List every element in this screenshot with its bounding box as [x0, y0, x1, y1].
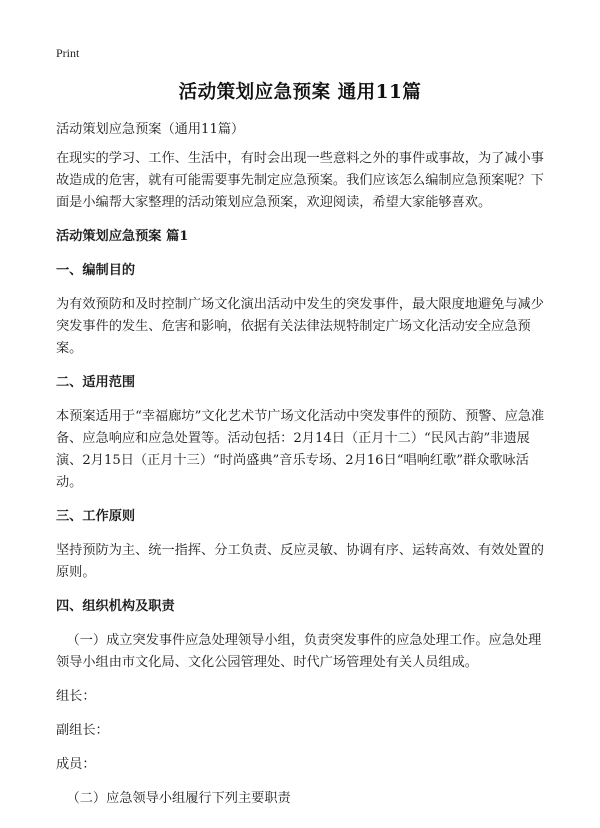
members-label: 成员： [56, 757, 96, 772]
document-subtitle: 活动策划应急预案（通用11篇） [56, 122, 245, 137]
heading-organization: 四、组织机构及职责 [56, 599, 175, 614]
vice-leader-label: 副组长： [56, 723, 109, 738]
paragraph-organization: （一）成立突发事件应急处理领导小组，负责突发事件的应急处理工作。应急处理领导小组由市文化局、文化公园管理处、时代广场管理处有关人员组成。 [56, 633, 542, 670]
heading-scope: 二、适用范围 [56, 375, 136, 390]
paragraph-duties: （二）应急领导小组履行下列主要职责 [66, 791, 291, 806]
intro-paragraph: 在现实的学习、工作、生活中，有时会出现一些意料之外的事件或事故，为了减小事故造成的危害，就有可能需要事先制定应急预案。我们应该怎么编制应急预案呢？下面是小编帮大家整理的活动策划应急预案，欢迎阅读，希望大家能够喜欢。 [56, 151, 544, 210]
paragraph-scope: 本预案适用于“幸福廊坊”文化艺术节广场文化活动中突发事件的预防、预警、应急准备、应急响应和应急处置等。活动包括：2月14日（正月十二）“民风古韵”非遗展演、2月15日（正月十三）“时尚盛典”音乐专场、2月16日“唱响红歌”群众歌咏活动。 [56, 409, 545, 490]
print-label: Print [56, 46, 80, 60]
heading-principles: 三、工作原则 [56, 509, 136, 524]
section-title: 活动策划应急预案 篇1 [56, 229, 189, 244]
document-body [56, 119, 552, 822]
page-title: 活动策划应急预案 通用11篇 [178, 82, 422, 103]
paragraph-purpose: 为有效预防和及时控制广场文化演出活动中发生的突发事件，最大限度地避免与减少突发事件的发生、危害和影响，依据有关法律法规特制定广场文化活动安全应急预案。 [56, 297, 544, 356]
paragraph-principles: 坚持预防为主、统一指挥、分工负责、反应灵敏、协调有序、运转高效、有效处置的原则。 [56, 543, 544, 580]
leader-label: 组长： [56, 689, 96, 704]
heading-purpose: 一、编制目的 [56, 263, 136, 278]
